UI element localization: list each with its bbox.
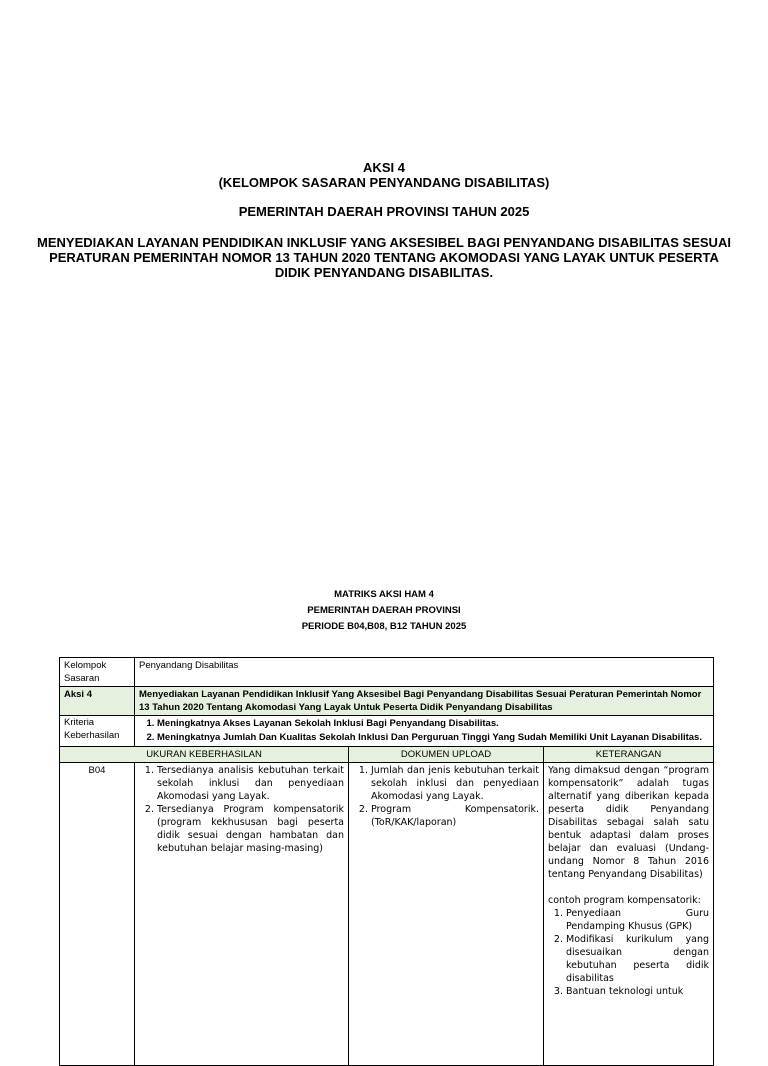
matrix-title: MATRIKS AKSI HAM 4 [334,589,434,600]
kriteria-value [135,716,714,747]
kelompok-label: Kelompok Sasaran [60,658,135,687]
keterangan-paragraph: Yang dimaksud dengan “program kompensatorik” adalah tugas alternatif yang diberikan kepada peserta didik Penyandang Disabilitas sebagai salah satu bentuk adaptasi dalam proses belajar dan evaluasi (Undang- undang Nomor 8 Tahun 2016 tentang Penyandang Disabilitas) [548,765,710,880]
table-row-kriteria [60,716,714,747]
aksi-value: Menyediakan Layanan Pendidikan Inklusif Yang Aksesibel Bagi Penyandang Disabilitas Sesuai Peraturan Pemerintah Nomor 13 Tahun 2020 Tentang Akomodasi Yang Layak Untuk Peserta Didik Penyandang Disabilitas [135,687,714,716]
table-row-kelompok [60,658,714,687]
kriteria-label: Kriteria Keberhasilan [60,716,135,747]
col-keterangan-header: KETERANGAN [544,747,714,763]
keterangan-contoh: contoh program kompensatorik: [548,895,701,906]
period-cell: B04 [60,763,135,1066]
keterangan-item: 1. Penyediaan Guru Pendamping Khusus (GPK) [566,907,709,933]
keterangan-item: 2. Modifikasi kurikulum yang disesuaikan dengan kebutuhan peserta didik disabilitas [566,933,709,985]
col-ukuran-header: UKURAN KEBERHASILAN [60,747,349,763]
aksi-number: AKSI 4 [363,160,405,175]
government-heading: PEMERINTAH DAERAH PROVINSI TAHUN 2025 [238,204,530,219]
col-dokumen-header: DOKUMEN UPLOAD [349,747,544,763]
aksi-label: Aksi 4 [60,687,135,716]
table-row-b04 [60,763,714,1066]
table-row-aksi [60,687,714,716]
ukuran-cell [135,763,349,1066]
ukuran-item: 1. Tersedianya analisis kebutuhan terkait sekolah inklusi dan penyediaan Akomodasi yang Layak. [157,764,344,803]
keterangan-item: 3. Bantuan teknologi untuk [566,985,709,998]
matrix-table [59,657,714,1066]
matrix-period: PERIODE B04,B08, B12 TAHUN 2025 [301,621,467,632]
target-group-heading: (KELOMPOK SASARAN PENYANDANG DISABILITAS) [218,175,550,190]
kriteria-item: 2. Meningkatnya Jumlah Dan Kualitas Sekolah Inklusi Dan Perguruan Tinggi Yang Sudah Memiliki Unit Layanan Disabilitas. [157,731,709,745]
matrix-heading [0,587,768,635]
kriteria-item: 1. Meningkatnya Akses Layanan Sekolah Inklusi Bagi Penyandang Disabilitas. [157,717,709,731]
dokumen-cell [349,763,544,1066]
ukuran-item: 2. Tersedianya Program kompensatorik (program kekhususan bagi peserta didik sesuai dengan hambatan dan kebutuhan belajar masing-masing) [157,803,344,855]
dokumen-item: 2. Program Kompensatorik. (ToR/KAK/laporan) [371,803,539,829]
keterangan-cell [544,763,714,1066]
matrix-government: PEMERINTAH DAERAH PROVINSI [307,605,461,616]
aksi-heading [0,160,768,190]
column-header-row [60,747,714,763]
kelompok-value: Penyandang Disabilitas [135,658,714,687]
dokumen-item: 1. Jumlah dan jenis kebutuhan terkait sekolah inklusi dan penyediaan Akomodasi yang Layak. [371,764,539,803]
document-title: MENYEDIAKAN LAYANAN PENDIDIKAN INKLUSIF YANG AKSESIBEL BAGI PENYANDANG DISABILITAS SESUAI PERATURAN PEMERINTAH NOMOR 13 TAHUN 2020 TENTANG AKOMODASI YANG LAYAK UNTUK PESERTA DIDIK PENYANDANG DISABILITAS. [37,235,731,280]
